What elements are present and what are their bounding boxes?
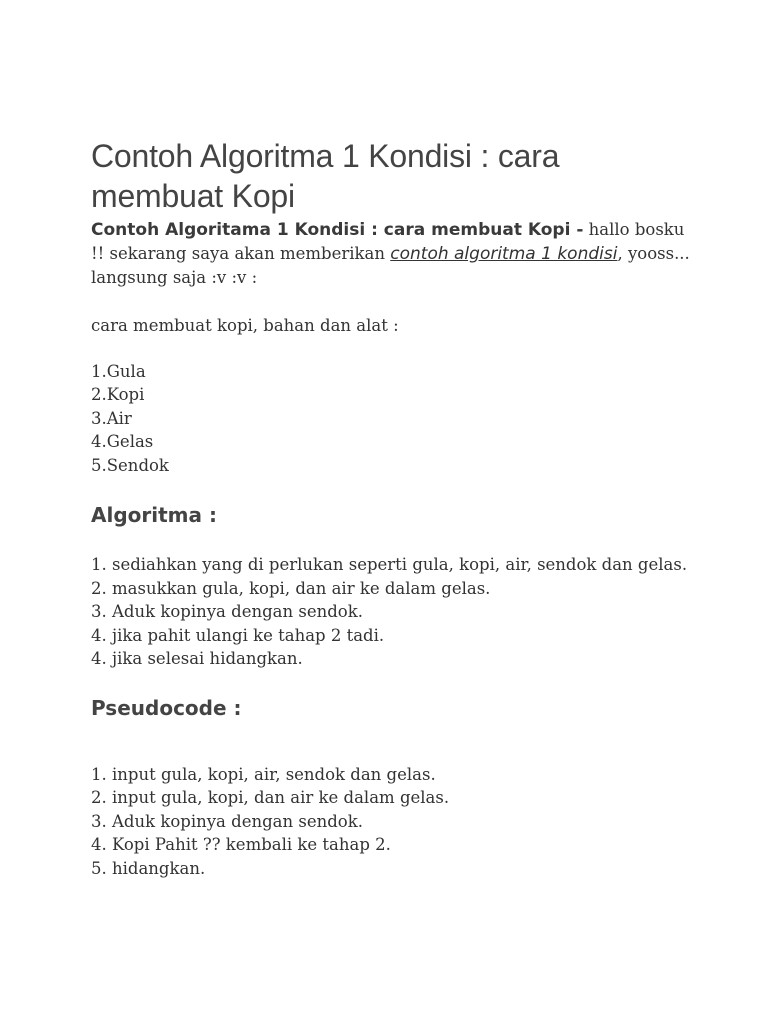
list-item: 4. jika selesai hidangkan. xyxy=(91,649,303,668)
list-item: 3. Aduk kopinya dengan sendok. xyxy=(91,811,363,831)
article xyxy=(91,136,691,880)
intro-text-after-link: , yooss... langsung saja :v :v : xyxy=(91,244,690,287)
algorithm-steps xyxy=(91,553,691,671)
pseudocode-heading: Pseudocode : xyxy=(91,695,242,720)
materials-intro: cara membuat kopi, bahan dan alat : xyxy=(91,316,399,335)
list-item: 4. jika pahit ulangi ke tahap 2 tadi. xyxy=(91,625,385,645)
intro-text-before-link: hallo bosku !! sekarang saya akan memberikan xyxy=(91,220,685,263)
pseudocode-steps xyxy=(91,763,691,881)
materials-list xyxy=(91,360,691,478)
intro-paragraph xyxy=(91,218,691,290)
list-item: 5. hidangkan. xyxy=(91,858,206,878)
page-title: Contoh Algoritma 1 Kondisi : cara membuat Kopi xyxy=(91,138,560,214)
list-item: 1.Gula xyxy=(91,361,146,381)
list-item: 2. input gula, kopi, dan air ke dalam gelas. xyxy=(91,788,450,807)
list-item: 1. sediahkan yang di perlukan seperti gula, kopi, air, sendok dan gelas. xyxy=(91,555,688,574)
list-item: 1. input gula, kopi, air, sendok dan gelas. xyxy=(91,764,436,784)
algorithm-heading: Algoritma : xyxy=(91,503,217,527)
list-item: 4.Gelas xyxy=(91,432,154,451)
list-item: 2.Kopi xyxy=(91,385,145,404)
list-item: 3.Air xyxy=(91,408,132,428)
list-item: 3. Aduk kopinya dengan sendok. xyxy=(91,602,363,621)
intro-link[interactable]: contoh algoritma 1 kondisi xyxy=(390,244,618,264)
list-item: 4. Kopi Pahit ?? kembali ke tahap 2. xyxy=(91,835,391,854)
list-item: 5.Sendok xyxy=(91,455,169,475)
intro-bold-text: Contoh Algoritama 1 Kondisi : cara membuat Kopi - xyxy=(91,220,584,240)
list-item: 2. masukkan gula, kopi, dan air ke dalam gelas. xyxy=(91,578,491,598)
